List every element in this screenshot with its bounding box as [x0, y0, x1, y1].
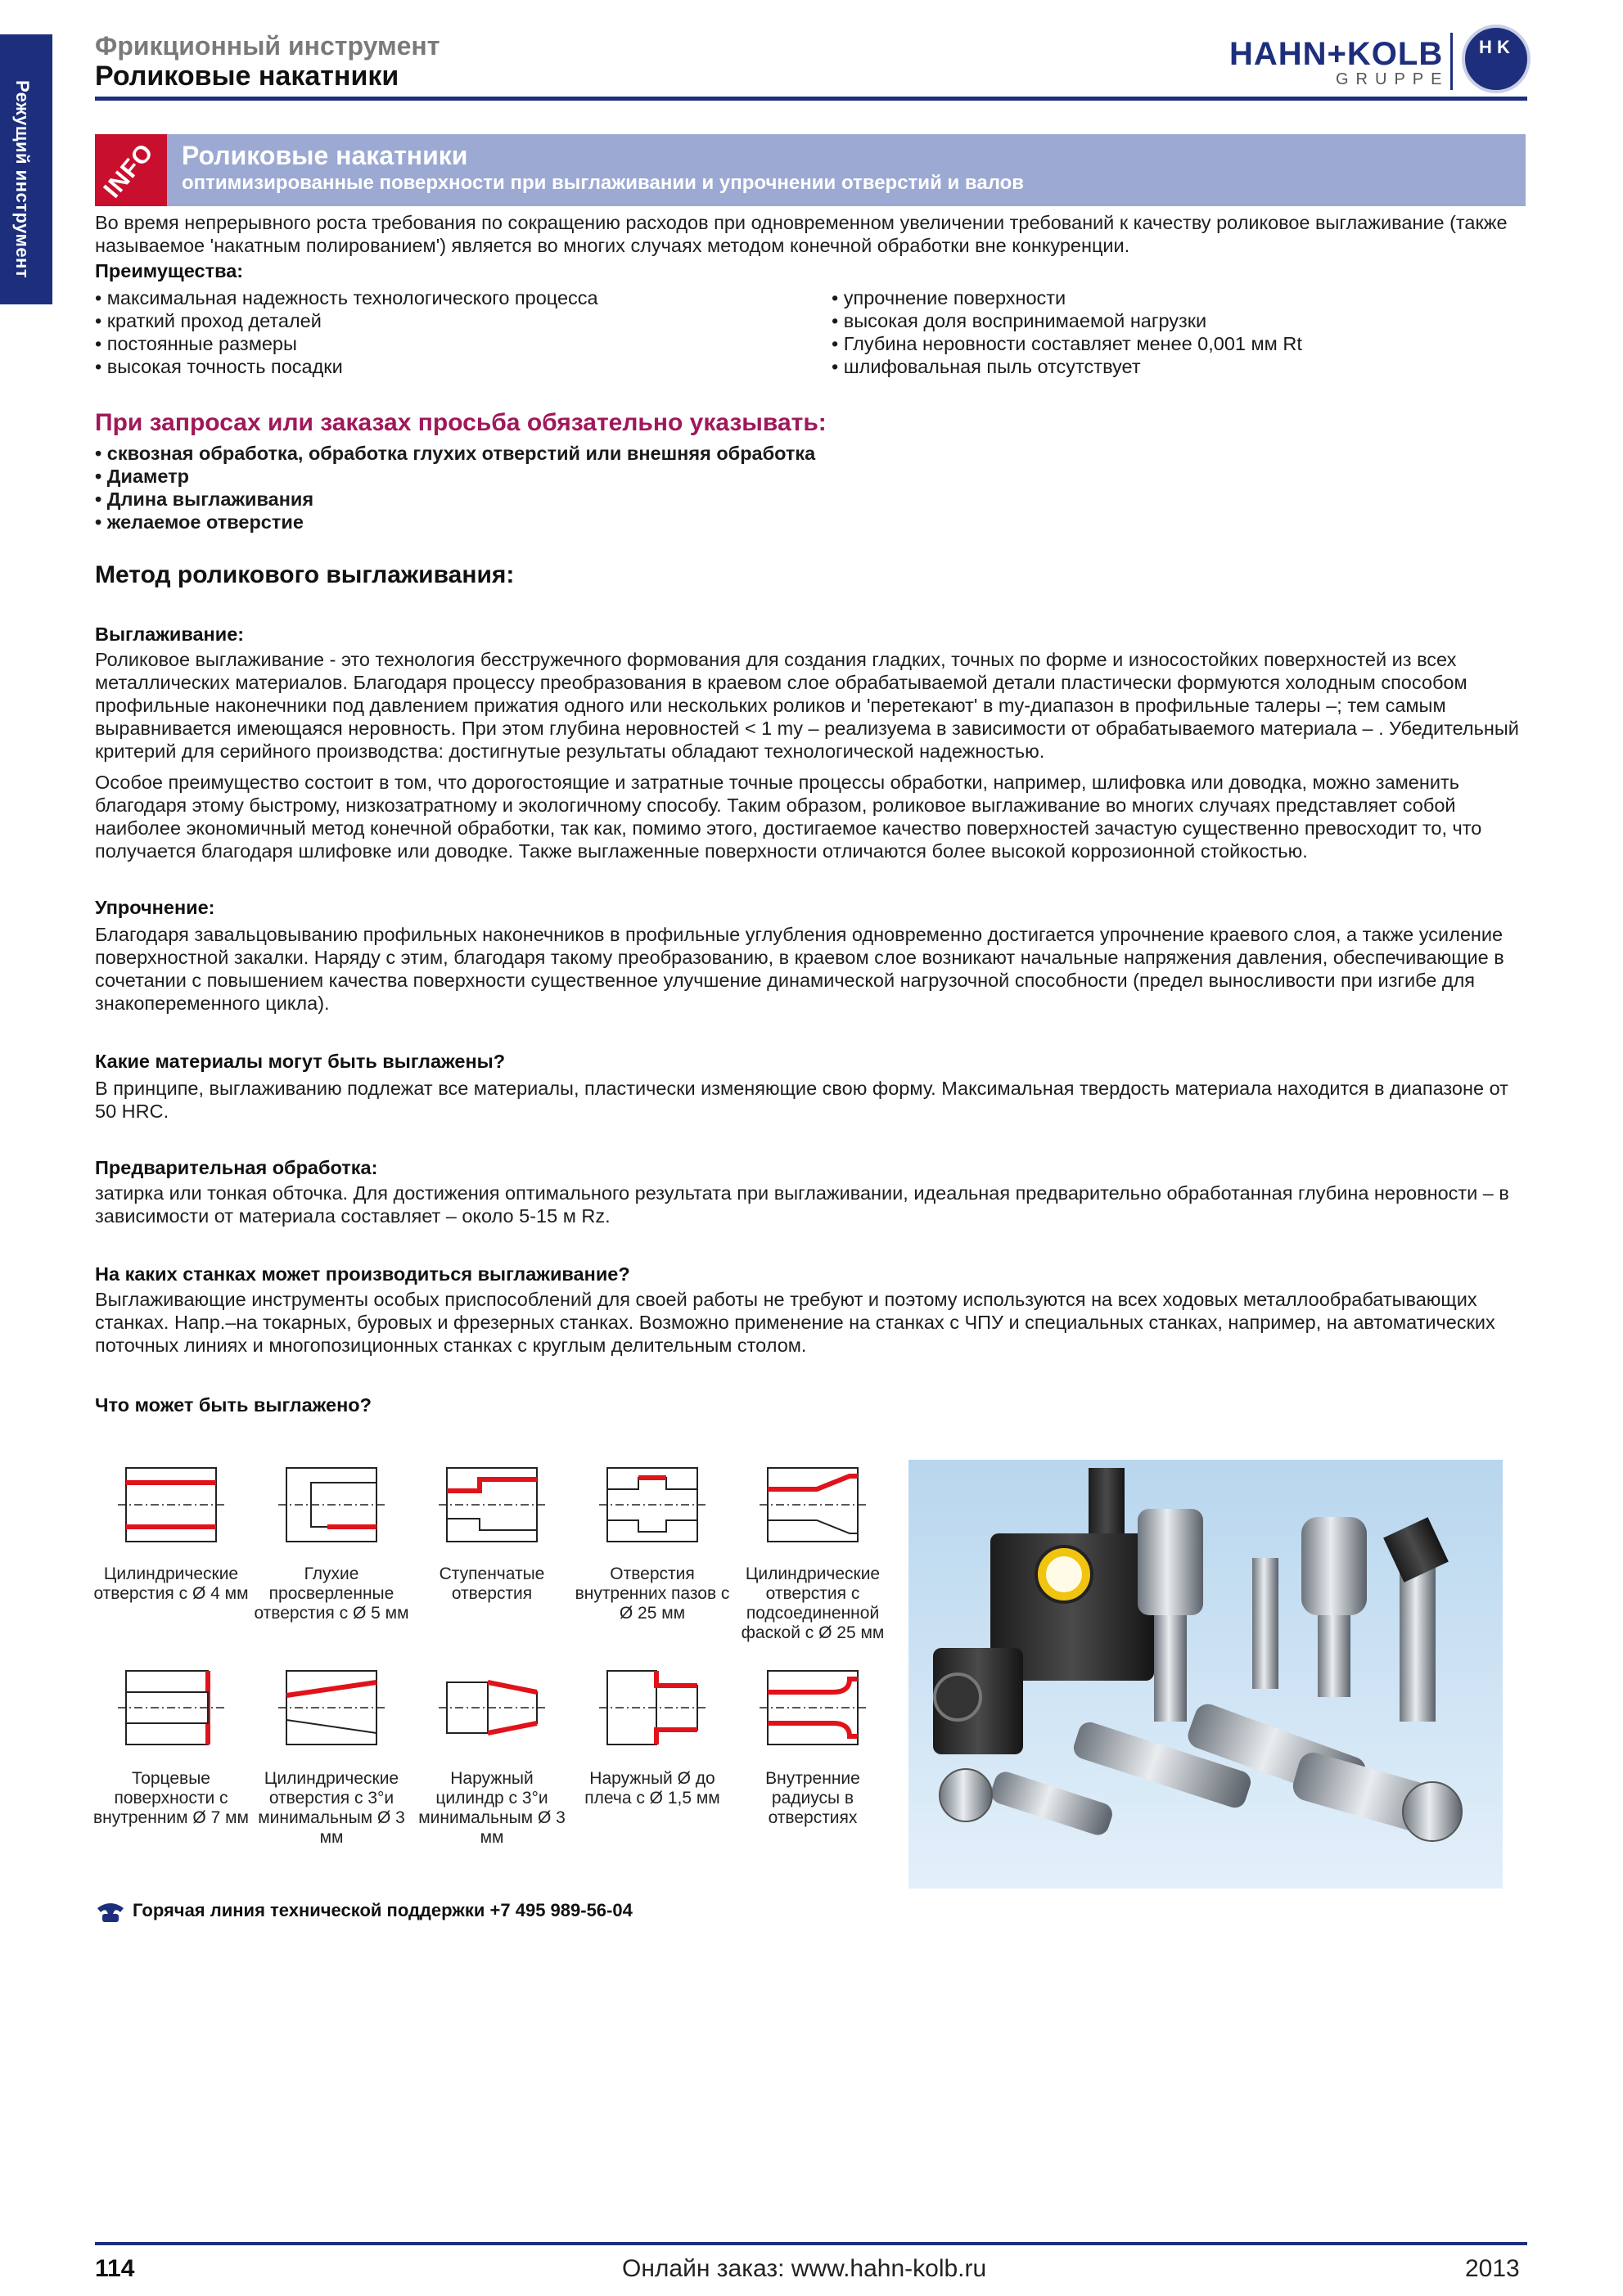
smoothing-paragraph-2: Особое преимущество состоит в том, что дорогостоящие и затратные точные процессы обработки, например, шлифовка или доводка, можно заменить благодаря этому быстрому, низкозатратному и экологичному способу. Таким образом, роликовое выглаживание во многих случаях представляет собой наиболее экономичный метод конечной обработки, так как, помимо этого, достигаемое качество поверхностей зачастую существенно превосходит то, что получается благодаря шлифовке или доводке. Также выглаженные поверхности отличаются более высокой коррозионной стойкостью.: [95, 772, 1482, 862]
internal-groove-icon: [599, 1460, 706, 1550]
info-title: Роликовые накатники: [182, 141, 468, 170]
page-number: 114: [95, 2255, 135, 2282]
brand-logo-badge-text: H K: [1479, 37, 1510, 57]
diagram-label: Внутренние радиусы в отверстиях: [765, 1769, 860, 1827]
product-photo: [908, 1460, 1503, 1889]
section-title-smoothing: Выглаживание:: [95, 624, 245, 645]
section-title-what-can-be-smoothed: Что может быть выглажено?: [95, 1394, 372, 1416]
diagram-label: Ступенчатые отверстия: [439, 1564, 545, 1603]
diagram-label: Цилиндрические отверстия с подсоединенной фаской с Ø 25 мм: [741, 1564, 885, 1642]
brand-logo-badge: [1462, 25, 1531, 93]
inner-radius-icon: [760, 1663, 866, 1753]
list-item: • сквозная обработка, обработка глухих отверстий или внешняя обработка: [95, 442, 1486, 465]
list-item: • высокая доля воспринимаемой нагрузки: [832, 309, 1527, 332]
shoulder-outer-icon: [599, 1663, 706, 1753]
page-title: Роликовые накатники: [95, 61, 399, 92]
chamfered-bore-icon: [760, 1460, 866, 1550]
cylindrical-bore-icon: [118, 1460, 224, 1550]
preprocessing-paragraph: затирка или тонкая обточка. Для достижения оптимального результата при выглаживании, идеальная предварительно обработанная глубина неровности – в зависимости от материала составляет – около 5-15 м Rz.: [95, 1182, 1509, 1227]
footer-divider: [95, 2242, 1527, 2245]
tapered-bore-icon: [278, 1663, 385, 1753]
request-heading: При запросах или заказах просьба обязательно указывать:: [95, 409, 827, 436]
diagram-label: Цилиндрические отверстия с Ø 4 мм: [93, 1564, 249, 1603]
list-item: • высокая точность посадки: [95, 355, 799, 378]
list-item: • желаемое отверстие: [95, 511, 1486, 533]
smoothing-paragraph-1: Роликовое выглаживание - это технология бесстружечного формования для создания гладких, точных по форме и износостойких поверхностей из всех металлических материалов. Благодаря процессу преобразования в краевом слое обрабатываемой детали пластически формуются холодным способом профильные наконечники под давлением прижатия одного или нескольких роликов и 'перетекают' в my-диапазон в профильные талеры –; тем самым выравнивается имеющаяся неровность. При этом глубина неровностей < 1 my – реализуема в зависимости от обрабатываемого материала – . Убедительный критерий для серийного производства: достигнутые результаты обладают технологической надежностью.: [95, 649, 1519, 762]
outer-taper-icon: [439, 1663, 545, 1753]
side-tab: [0, 34, 52, 304]
diagram-label: Цилиндрические отверстия с 3°и минимальным Ø 3 мм: [258, 1769, 405, 1847]
request-list: [95, 442, 1486, 533]
hotline-text: Горячая линия технической поддержки +7 495 989-56-04: [133, 1900, 633, 1920]
list-item: • максимальная надежность технологического процесса: [95, 286, 799, 309]
info-badge-label: INFO: [98, 138, 160, 204]
list-item: • Глубина неровности составляет менее 0,001 мм Rt: [832, 332, 1527, 355]
machines-paragraph: Выглаживающие инструменты особых приспособлений для своей работы не требуют и поэтому используются на всех ходовых металлообрабатывающих станках. Напр.–на токарных, буровых и фрезерных станках. Возможно применение на станках с ЧПУ и специальных станках, например, на автоматических поточных линиях и многопозиционных станках с круглым делительным столом.: [95, 1289, 1495, 1356]
advantages-list-right: [832, 286, 1527, 378]
stepped-bore-icon: [439, 1460, 545, 1550]
section-title-machines: На каких станках может производиться выглаживание?: [95, 1263, 630, 1285]
brand-logo-subtitle: GRUPPE: [1336, 70, 1449, 88]
section-title-preprocessing: Предварительная обработка:: [95, 1157, 378, 1178]
info-subtitle: оптимизированные поверхности при выглаживании и упрочнении отверстий и валов: [182, 172, 1025, 194]
face-surface-icon: [118, 1663, 224, 1753]
list-item: • краткий проход деталей: [95, 309, 799, 332]
footer-order-url[interactable]: Онлайн заказ: www.hahn-kolb.ru: [622, 2255, 987, 2282]
advantages-heading: Преимущества:: [95, 260, 244, 281]
footer-year: 2013: [1465, 2255, 1520, 2282]
phone-icon: [95, 1900, 126, 1923]
list-item: • упрочнение поверхности: [832, 286, 1527, 309]
section-title-hardening: Упрочнение:: [95, 897, 215, 918]
list-item: • шлифовальная пыль отсутствует: [832, 355, 1527, 378]
method-heading: Метод роликового выглаживания:: [95, 561, 515, 588]
info-icon: [95, 134, 167, 206]
brand-logo-wordmark: HAHN+KOLB: [1229, 36, 1444, 72]
hardening-paragraph: Благодаря завальцовыванию профильных наконечников в профильные углубления одновременно достигается упрочнение краевого слоя, а также усиление поверхностной закалки. Наряду с этим, благодаря такому преобразованию, в краевом слое возникают начальные напряжения давления, обеспечивающие в сочетании с повышением качества поверхности существенное улучшение динамической нагрузочной способности (предел выносливости при изгибе для знакопеременного цикла).: [95, 924, 1504, 1014]
advantages-list-left: [95, 286, 799, 378]
diagram-label: Торцевые поверхности с внутренним Ø 7 мм: [93, 1769, 249, 1827]
section-title-materials: Какие материалы могут быть выглажены?: [95, 1051, 506, 1072]
intro-paragraph: Во время непрерывного роста требования по сокращению расходов при одновременном увеличении требований к качеству роликовое выглаживание (также называемое 'накатным полированием') является во многих случаях методом конечной обработки вне конкуренции.: [95, 212, 1508, 256]
diagram-label: Глухие просверленные отверстия с Ø 5 мм: [254, 1564, 409, 1623]
side-tab-label: Режущий инструмент: [12, 80, 33, 279]
logo-divider: [1450, 33, 1453, 90]
header-divider: [95, 97, 1527, 101]
diagram-label: Наружный Ø до плеча с Ø 1,5 мм: [584, 1769, 720, 1808]
list-item: • Диаметр: [95, 465, 1486, 488]
blind-hole-icon: [278, 1460, 385, 1550]
diagram-label: Наружный цилиндр с 3°и минимальным Ø 3 мм: [418, 1769, 566, 1847]
diagram-label: Отверстия внутренних пазов с Ø 25 мм: [575, 1564, 730, 1623]
list-item: • Длина выглаживания: [95, 488, 1486, 511]
header-kicker: Фрикционный инструмент: [95, 31, 440, 61]
materials-paragraph: В принципе, выглаживанию подлежат все материалы, пластически изменяющие свою форму. Максимальная твердость материала находится в диапазоне от 50 HRC.: [95, 1078, 1508, 1122]
list-item: • постоянные размеры: [95, 332, 799, 355]
